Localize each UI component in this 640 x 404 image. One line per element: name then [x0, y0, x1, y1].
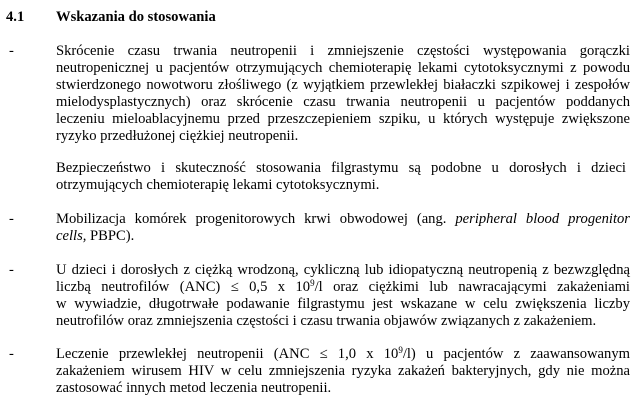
bullet-dash: - — [9, 346, 14, 362]
text-line: neutrofilów oraz zmniejszenia częstości i czasu trwania objawów związanych z zakażeniem. — [56, 313, 597, 329]
text-line: neutropenicznej u pacjentów otrzymujących chemioterapię lekami cytotoksycznymi z powodu — [56, 60, 630, 76]
text-line — [56, 279, 630, 296]
section-number: 4.1 — [6, 9, 25, 25]
text-line — [56, 228, 630, 245]
text-line: mielodysplastycznych) oraz skrócenie czasu trwania neutropenii u pacjentów poddanych — [56, 94, 630, 110]
text-fragment: PBPC). — [86, 228, 135, 244]
indication-text-4 — [56, 346, 630, 397]
superscript: 9 — [310, 278, 315, 288]
indication-text-1 — [56, 43, 630, 145]
text-line: ryzyko przedłużonej ciężkiej neutropenii. — [56, 128, 299, 144]
text-line: Bezpieczeństwo i skuteczność stosowania filgrastymu są podobne u dorosłych i dzieci — [56, 160, 626, 176]
text-fragment: /l oraz ciężkimi lub nawracającymi zakażeniami — [314, 279, 630, 295]
text-line: zastosować innych metod leczenia neutropenii. — [56, 380, 332, 396]
text-line: w wywiadzie, długotrwałe podawanie filgrastymu jest wskazane w celu zwiększenia liczby — [56, 296, 630, 312]
section-heading — [6, 9, 216, 26]
text-line — [56, 346, 630, 363]
text-line — [56, 211, 630, 228]
text-line: Skrócenie czasu trwania neutropenii i zmniejszenie częstości występowania gorączki — [56, 43, 630, 59]
italic-term: peripheral blood progenitor — [455, 211, 630, 227]
bullet-dash: - — [9, 262, 14, 278]
safety-paragraph — [56, 160, 626, 194]
indication-text-2 — [56, 211, 630, 245]
superscript: 9 — [398, 345, 403, 355]
text-line: zakażeniem wirusem HIV w celu zmniejszenia ryzyka zakażeń bakteryjnych, gdy nie można — [56, 363, 630, 379]
italic-term: cells, — [56, 228, 87, 244]
text-fragment: Mobilizacja komórek progenitorowych krwi obwodowej (ang. — [56, 211, 456, 227]
text-line: otrzymujących chemioterapię lekami cytotoksycznymi. — [56, 177, 380, 193]
section-title: Wskazania do stosowania — [56, 9, 216, 25]
text-line: stwierdzonego nowotworu złośliwego (z wyjątkiem przewlekłej białaczki szpikowej i zespołów — [56, 77, 630, 93]
bullet-dash: - — [9, 211, 14, 227]
text-line: U dzieci i dorosłych z ciężką wrodzoną, cykliczną lub idiopatyczną neutropenią z bezwzględną — [56, 262, 630, 278]
text-fragment: liczbą neutrofilów (ANC) ≤ 0,5 x 10 — [56, 279, 311, 295]
text-fragment: /l) u pacjentów z zaawansowanym — [402, 346, 630, 362]
text-line: leczeniu mieloablacyjnemu przed przeszczepieniem szpiku, u których występuje zwiększone — [56, 111, 630, 127]
indication-text-3 — [56, 262, 630, 330]
bullet-dash: - — [9, 43, 14, 59]
text-fragment: Leczenie przewlekłej neutropenii (ANC ≤ 1,0 x 10 — [56, 346, 399, 362]
